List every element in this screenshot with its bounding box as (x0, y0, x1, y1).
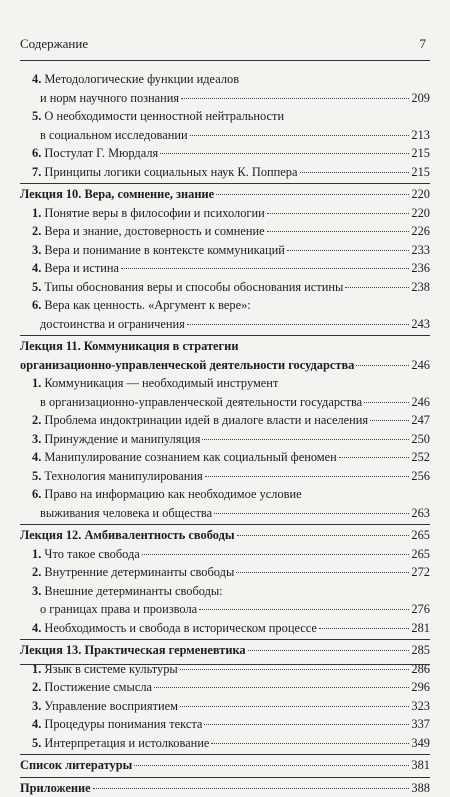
toc-page-number: 388 (411, 779, 430, 797)
dot-leader (364, 401, 409, 403)
toc-title: Необходимость и свобода в историческом процессе (44, 621, 317, 635)
toc-line (20, 259, 430, 278)
toc-text (40, 315, 185, 334)
toc-text (32, 734, 209, 753)
toc-line (20, 582, 430, 601)
toc-line (20, 563, 430, 582)
toc-page-number: 247 (411, 411, 430, 430)
toc-text (32, 411, 368, 430)
toc-item (20, 107, 430, 144)
toc-index: 1. (32, 547, 41, 561)
toc-page-number: 215 (411, 144, 430, 163)
dot-leader (319, 627, 409, 629)
dot-leader (370, 419, 409, 421)
toc-item (20, 278, 430, 297)
toc-line (20, 526, 430, 545)
toc-title: о границах права и произвола (40, 602, 197, 616)
toc-index: 3. (32, 699, 41, 713)
toc-line (20, 756, 430, 775)
dot-leader (187, 323, 410, 325)
toc-text (32, 485, 302, 504)
toc-line (20, 485, 430, 504)
dot-leader (300, 171, 410, 173)
toc-item (20, 70, 430, 107)
toc-lecture (20, 639, 430, 660)
toc-title: Принципы логики социальных наук К. Поппера (44, 165, 297, 179)
toc-text (32, 259, 119, 278)
toc-page-number: 272 (411, 563, 430, 582)
toc-title: в организационно-управленческой деятельности государства (40, 395, 362, 409)
toc-line (20, 144, 430, 163)
toc-text (40, 600, 197, 619)
toc-index: 5. (32, 109, 41, 123)
toc-index: 4. (32, 450, 41, 464)
toc-text (40, 393, 362, 412)
dot-leader (199, 608, 409, 610)
toc-page-number: 281 (411, 619, 430, 638)
toc-page-number: 263 (411, 504, 430, 523)
toc-page-number: 286 (411, 660, 430, 679)
toc-item (20, 619, 430, 638)
toc-lecture (20, 183, 430, 204)
toc-title: Постулат Г. Мюрдаля (44, 146, 158, 160)
dot-leader (267, 230, 410, 232)
toc-item (20, 374, 430, 411)
toc-index: 2. (32, 680, 41, 694)
toc-text (40, 504, 212, 523)
toc-line (20, 430, 430, 449)
toc-page-number: 233 (411, 241, 430, 260)
toc-text (32, 467, 203, 486)
toc-index: 1. (32, 376, 41, 390)
toc-item (20, 430, 430, 449)
toc-text (32, 545, 140, 564)
toc-item (20, 296, 430, 333)
toc-title: выживания человека и общества (40, 506, 212, 520)
dot-leader (248, 649, 410, 651)
toc-text (32, 144, 158, 163)
toc-section (20, 754, 430, 775)
dot-leader (339, 456, 410, 458)
toc-title: и норм научного познания (40, 91, 179, 105)
toc-line (20, 204, 430, 223)
toc-line (20, 393, 430, 412)
toc-item (20, 467, 430, 486)
toc-item (20, 204, 430, 223)
dot-leader (345, 286, 409, 288)
toc-page-number: 220 (411, 204, 430, 223)
toc-text (32, 582, 223, 601)
toc-item (20, 678, 430, 697)
toc-index: 3. (32, 584, 41, 598)
table-of-contents (20, 70, 430, 797)
toc-text (20, 337, 238, 356)
toc-index: 5. (32, 280, 41, 294)
toc-text (20, 526, 235, 545)
toc-index: 6. (32, 146, 41, 160)
toc-title: Постижение смысла (44, 680, 152, 694)
toc-page-number: 337 (411, 715, 430, 734)
toc-item (20, 411, 430, 430)
toc-title: Лекция 11. Коммуникация в стратегии (20, 339, 238, 353)
toc-page-number: 276 (411, 600, 430, 619)
toc-item (20, 144, 430, 163)
dot-leader (160, 152, 409, 154)
toc-line (20, 619, 430, 638)
toc-title: Процедуры понимания текста (44, 717, 202, 731)
toc-text (32, 374, 278, 393)
toc-title: Лекция 10. Вера, сомнение, знание (20, 187, 214, 201)
toc-item (20, 448, 430, 467)
toc-title: Принуждение и манипуляция (44, 432, 200, 446)
toc-line (20, 185, 430, 204)
toc-line (20, 467, 430, 486)
toc-line (20, 545, 430, 564)
toc-text (32, 204, 265, 223)
toc-section (20, 777, 430, 797)
toc-line (20, 734, 430, 753)
toc-line (20, 296, 430, 315)
toc-text (32, 163, 298, 182)
toc-text (20, 779, 91, 797)
toc-item (20, 163, 430, 182)
toc-page-number: 252 (411, 448, 430, 467)
toc-page-number: 256 (411, 467, 430, 486)
toc-title: Интерпретация и истолкование (44, 736, 209, 750)
toc-title: Типы обоснования веры и способы обоснования истины (44, 280, 343, 294)
toc-text (32, 222, 265, 241)
dot-leader (205, 475, 410, 477)
toc-title: Список литературы (20, 758, 132, 772)
toc-index: 1. (32, 206, 41, 220)
dot-leader (202, 438, 409, 440)
dot-leader (211, 742, 409, 744)
dot-leader (287, 249, 409, 251)
dot-leader (214, 512, 409, 514)
toc-line (20, 315, 430, 334)
toc-title: в социальном исследовании (40, 128, 188, 142)
toc-text (32, 241, 285, 260)
toc-page-number: 213 (411, 126, 430, 145)
toc-title: Управление восприятием (44, 699, 178, 713)
toc-line (20, 278, 430, 297)
toc-page-number: 220 (411, 185, 430, 204)
toc-title: Лекция 12. Амбивалентность свободы (20, 528, 235, 542)
toc-line (20, 504, 430, 523)
toc-line (20, 222, 430, 241)
dot-leader (267, 212, 410, 214)
dot-leader (237, 534, 410, 536)
header-rule (20, 60, 430, 61)
toc-line (20, 89, 430, 108)
toc-line (20, 411, 430, 430)
toc-title: Технология манипулирования (44, 469, 202, 483)
toc-title: Вера и истина (44, 261, 119, 275)
toc-title: Вера и знание, достоверность и сомнение (44, 224, 264, 238)
toc-line (20, 678, 430, 697)
toc-title: Приложение (20, 781, 91, 795)
toc-text (32, 448, 337, 467)
dot-leader (93, 787, 410, 789)
toc-page-number: 215 (411, 163, 430, 182)
dot-leader (236, 571, 409, 573)
toc-text (32, 715, 202, 734)
toc-page-number: 243 (411, 315, 430, 334)
toc-text (20, 185, 214, 204)
toc-page-number: 246 (411, 356, 430, 375)
toc-index: 7. (32, 165, 41, 179)
toc-title: Что такое свобода (44, 547, 139, 561)
toc-text (32, 278, 343, 297)
toc-title: Методологические функции идеалов (44, 72, 239, 86)
toc-text (40, 89, 179, 108)
dot-leader (204, 723, 409, 725)
toc-index: 6. (32, 487, 41, 501)
dot-leader (181, 97, 409, 99)
toc-index: 5. (32, 736, 41, 750)
toc-title: Вера как ценность. «Аргумент к вере»: (44, 298, 250, 312)
toc-page-number: 265 (411, 545, 430, 564)
toc-item (20, 582, 430, 619)
toc-page-number: 381 (411, 756, 430, 775)
toc-item (20, 222, 430, 241)
toc-index: 3. (32, 243, 41, 257)
toc-item (20, 485, 430, 522)
toc-page-number: 296 (411, 678, 430, 697)
header-title: Содержание (20, 36, 88, 52)
toc-line (20, 374, 430, 393)
toc-item (20, 715, 430, 734)
toc-index: 2. (32, 413, 41, 427)
dot-leader (121, 267, 409, 269)
toc-page-number: 349 (411, 734, 430, 753)
toc-line (20, 779, 430, 797)
toc-text (32, 107, 284, 126)
toc-text (32, 430, 200, 449)
toc-item (20, 241, 430, 260)
page-number: 7 (420, 36, 427, 52)
toc-title: Понятие веры в философии и психологии (44, 206, 264, 220)
toc-line (20, 337, 430, 356)
toc-line (20, 241, 430, 260)
dot-leader (190, 134, 410, 136)
toc-item (20, 660, 430, 679)
toc-line (20, 126, 430, 145)
toc-title: Право на информацию как необходимое условие (44, 487, 301, 501)
toc-index: 2. (32, 224, 41, 238)
toc-title: Коммуникация — необходимый инструмент (44, 376, 278, 390)
toc-lecture (20, 524, 430, 545)
toc-text (20, 641, 246, 660)
toc-title: Лекция 13. Практическая герменевтика (20, 643, 246, 657)
toc-line (20, 448, 430, 467)
toc-text (32, 563, 234, 582)
dot-leader (142, 553, 410, 555)
toc-line (20, 356, 430, 375)
toc-index: 6. (32, 298, 41, 312)
toc-text (32, 660, 178, 679)
toc-page-number: 323 (411, 697, 430, 716)
bottom-rule (20, 664, 430, 665)
toc-item (20, 734, 430, 753)
toc-title: Манипулирование сознанием как социальный феномен (44, 450, 336, 464)
toc-line (20, 163, 430, 182)
toc-text (40, 126, 188, 145)
toc-title: Внутренние детерминанты свободы (44, 565, 234, 579)
toc-text (20, 756, 132, 775)
toc-line (20, 107, 430, 126)
toc-title: достоинства и ограничения (40, 317, 185, 331)
toc-page-number: 246 (411, 393, 430, 412)
running-header (20, 36, 430, 56)
dot-leader (216, 193, 409, 195)
dot-leader (154, 686, 409, 688)
toc-text (20, 356, 354, 375)
dot-leader (134, 764, 409, 766)
toc-index: 4. (32, 717, 41, 731)
toc-text (32, 619, 317, 638)
toc-line (20, 715, 430, 734)
toc-index: 5. (32, 469, 41, 483)
toc-line (20, 70, 430, 89)
toc-line (20, 660, 430, 679)
toc-item (20, 259, 430, 278)
toc-title: организационно-управленческой деятельности государства (20, 358, 354, 372)
toc-text (32, 678, 152, 697)
toc-page-number: 226 (411, 222, 430, 241)
toc-index: 1. (32, 662, 41, 676)
dot-leader (356, 364, 409, 366)
toc-index: 4. (32, 72, 41, 86)
toc-lecture (20, 335, 430, 374)
toc-title: Язык в системе культуры (44, 662, 177, 676)
toc-text (32, 296, 251, 315)
toc-title: Внешние детерминанты свободы: (44, 584, 222, 598)
toc-title: Проблема индоктринации идей в диалоге власти и населения (44, 413, 368, 427)
toc-line (20, 600, 430, 619)
toc-page-number: 209 (411, 89, 430, 108)
toc-page-number: 265 (411, 526, 430, 545)
toc-index: 4. (32, 261, 41, 275)
toc-page-number: 250 (411, 430, 430, 449)
toc-text (32, 70, 239, 89)
toc-item (20, 545, 430, 564)
toc-title: О необходимости ценностной нейтральности (44, 109, 284, 123)
toc-index: 3. (32, 432, 41, 446)
toc-title: Вера и понимание в контексте коммуникаций (44, 243, 285, 257)
toc-item (20, 563, 430, 582)
toc-index: 4. (32, 621, 41, 635)
toc-page-number: 236 (411, 259, 430, 278)
toc-page-number: 285 (411, 641, 430, 660)
toc-page-number: 238 (411, 278, 430, 297)
toc-line (20, 641, 430, 660)
toc-index: 2. (32, 565, 41, 579)
dot-leader (180, 668, 410, 670)
